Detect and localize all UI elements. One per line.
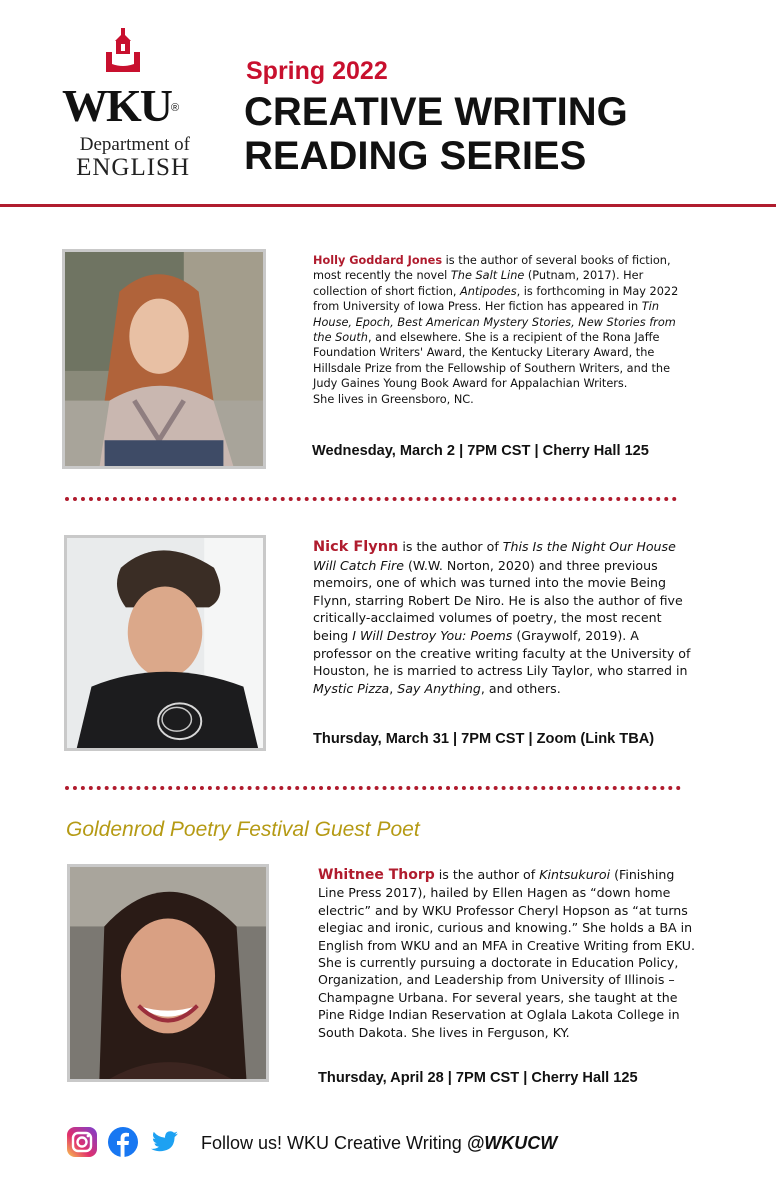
bio-holly: Holly Goddard Jones is the author of several books of fiction, most recently the novel The Salt Line (Putnam, 2017). Her collection of short fiction, Antipodes, is forthcoming in May 2022 from University of Iowa Press. Her fiction has appeared in Tin House, Epoch, Best American Mystery Stories, New Stories from the South, and elsewhere. She is a recipient of the Rona Jaffe Foundation Writers' Award, the Kentucky Literary Award, the Hillsdale Prize from the Fellowship of Southern Writers, and the Judy Gaines Young Book Award for Appalachian Writers. She lives in Greensboro, NC. — [313, 254, 679, 406]
author-photo-holly — [62, 249, 266, 469]
section-divider — [65, 497, 677, 501]
title-line-1: CREATIVE WRITING — [244, 90, 628, 134]
social-handle-link[interactable]: @WKUCW — [466, 1133, 558, 1153]
event-date-time-location: Thursday, April 28 | 7PM CST | Cherry Hall 125 — [318, 1070, 638, 1086]
department-of-label: Department of — [79, 134, 190, 155]
festival-heading: Goldenrod Poetry Festival Guest Poet — [66, 818, 420, 841]
event-date-time-location: Wednesday, March 2 | 7PM CST | Cherry Hall 125 — [312, 443, 649, 459]
bio-whitnee: Whitnee Thorp is the author of Kintsukuroi (Finishing Line Press 2017), hailed by Ellen Hagen as “down home electric” and by WKU Professor Cheryl Hopson as “at turns elegiac and ironic, curious and knowing.” She holds a BA in English from WKU and an MFA in Creative Writing from EKU. She is currently pursuing a doctorate in Education Policy, Organization, and Leadership from University of Illinois – Champagne Urbana. For several years, she taught at the Pine Ridge Indian Reservation at Oglala Lakota College in South Dakota. She lives in Ferguson, KY. — [318, 867, 696, 1040]
author-name: Whitnee Thorp — [318, 867, 435, 883]
twitter-icon[interactable] — [148, 1126, 180, 1158]
event-date-time-location: Thursday, March 31 | 7PM CST | Zoom (Link TBA) — [313, 731, 655, 747]
author-photo-nick — [64, 535, 266, 751]
instagram-icon[interactable] — [66, 1126, 98, 1158]
wku-wordmark: WKU® — [62, 80, 180, 131]
section-divider — [65, 786, 681, 790]
author-photo-whitnee — [67, 864, 269, 1082]
author-name: Holly Goddard Jones — [313, 254, 443, 267]
author-name: Nick Flynn — [313, 539, 399, 555]
facebook-icon[interactable] — [107, 1126, 139, 1158]
bio-nick: Nick Flynn is the author of This Is the Night Our House Will Catch Fire (W.W. Norton, 2020) and three previous memoirs, one of which was turned into the movie Being Flynn, starring Robert De Niro. He is also the author of five critically-acclaimed volumes of poetry, the most recent being I Will Destroy You: Poems (Graywolf, 2019). A professor on the creative writing faculty at the University of Houston, he is married to actress Lily Taylor, who starred in Mystic Pizza, Say Anything, and others. — [313, 539, 691, 696]
department-name: ENGLISH — [76, 154, 190, 181]
season-label: Spring 2022 — [246, 57, 388, 85]
wku-cupola-logo-icon — [104, 28, 142, 76]
follow-us-text: Follow us! WKU Creative Writing @WKUCW — [201, 1133, 558, 1153]
page-title — [244, 90, 764, 178]
header-divider — [0, 204, 776, 207]
title-line-2: READING SERIES — [244, 134, 587, 178]
